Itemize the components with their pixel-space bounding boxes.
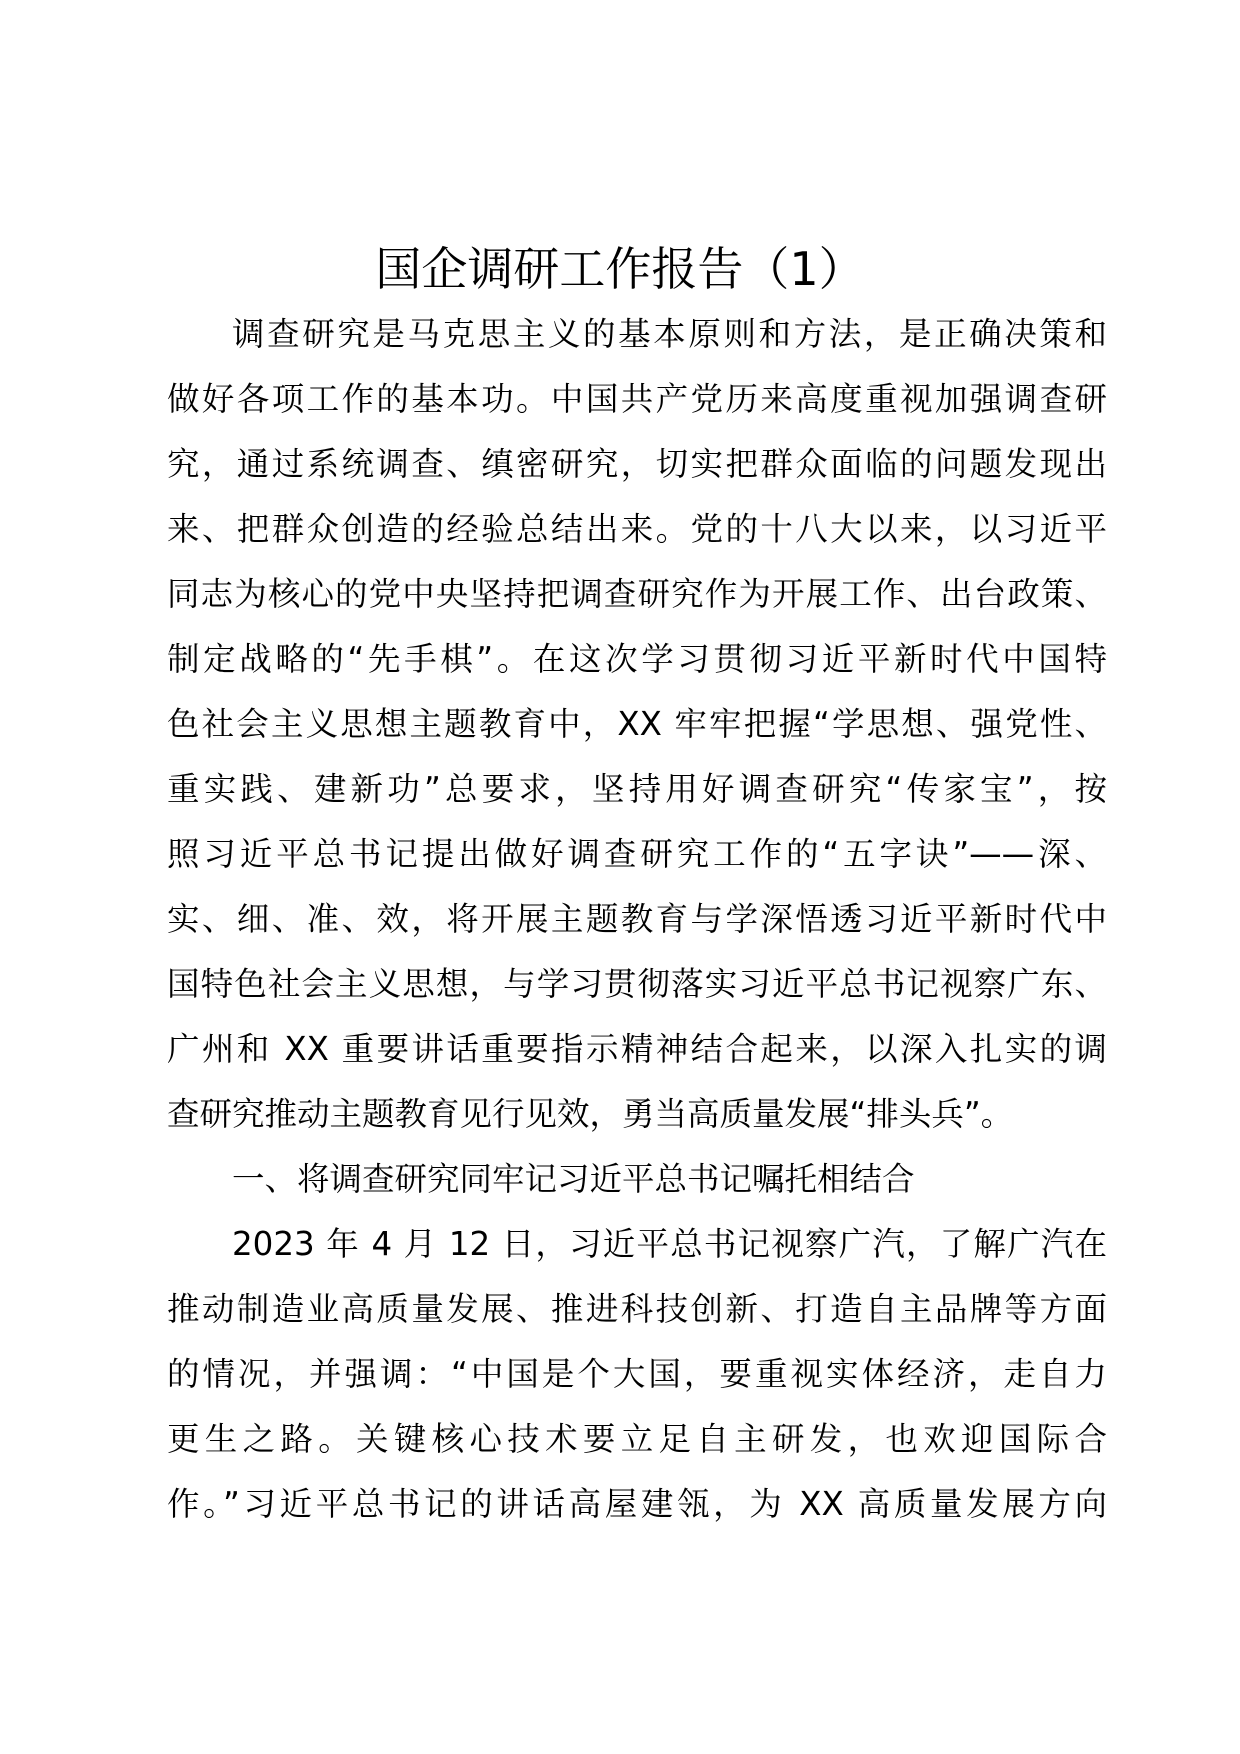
text-line: 实、细、准、效，将开展主题教育与学深悟透习近平新时代中 [167, 900, 1107, 938]
text-line: 调查研究是马克思主义的基本原则和方法，是正确决策和 [232, 315, 1107, 353]
text-line: 照习近平总书记提出做好调查研究工作的“五字诀”——深、 [167, 835, 1107, 873]
document-body [167, 302, 1107, 1537]
section-heading-text: 一、将调查研究同牢记习近平总书记嘱托相结合 [232, 1160, 915, 1198]
text-line: 2023 年 4 月 12 日，习近平总书记视察广汽，了解广汽在 [232, 1225, 1107, 1263]
document-title: 国企调研工作报告（1） [375, 242, 865, 296]
text-line: 广州和 XX 重要讲话重要指示精神结合起来，以深入扎实的调 [167, 1030, 1107, 1068]
text-line: 做好各项工作的基本功。中国共产党历来高度重视加强调查研 [167, 380, 1107, 418]
text-line: 重实践、建新功”总要求，坚持用好调查研究“传家宝”，按 [167, 770, 1107, 808]
text-line: 来、把群众创造的经验总结出来。党的十八大以来，以习近平 [167, 510, 1107, 548]
text-line: 同志为核心的党中央坚持把调查研究作为开展工作、出台政策、 [167, 575, 1107, 613]
text-line: 制定战略的“先手棋”。在这次学习贯彻习近平新时代中国特 [167, 640, 1107, 678]
text-line: 更生之路。关键核心技术要立足自主研发，也欢迎国际合 [167, 1420, 1107, 1458]
text-line: 色社会主义思想主题教育中，XX 牢牢把握“学思想、强党性、 [167, 705, 1107, 743]
text-line: 究，通过系统调查、缜密研究，切实把群众面临的问题发现出 [167, 445, 1107, 483]
paragraph-section-1-body [167, 1212, 1107, 1537]
paragraph-intro [167, 302, 1107, 1147]
text-line: 作。”习近平总书记的讲话高屋建瓴，为 XX 高质量发展方向 [167, 1485, 1107, 1523]
text-line: 查研究推动主题教育见行见效，勇当高质量发展“排头兵”。 [167, 1095, 1014, 1133]
text-line: 国特色社会主义思想，与学习贯彻落实习近平总书记视察广东、 [167, 965, 1107, 1003]
text-line: 的情况，并强调：“中国是个大国，要重视实体经济，走自力 [167, 1355, 1107, 1393]
section-heading-1 [167, 1147, 1107, 1212]
text-line: 推动制造业高质量发展、推进科技创新、打造自主品牌等方面 [167, 1290, 1107, 1328]
